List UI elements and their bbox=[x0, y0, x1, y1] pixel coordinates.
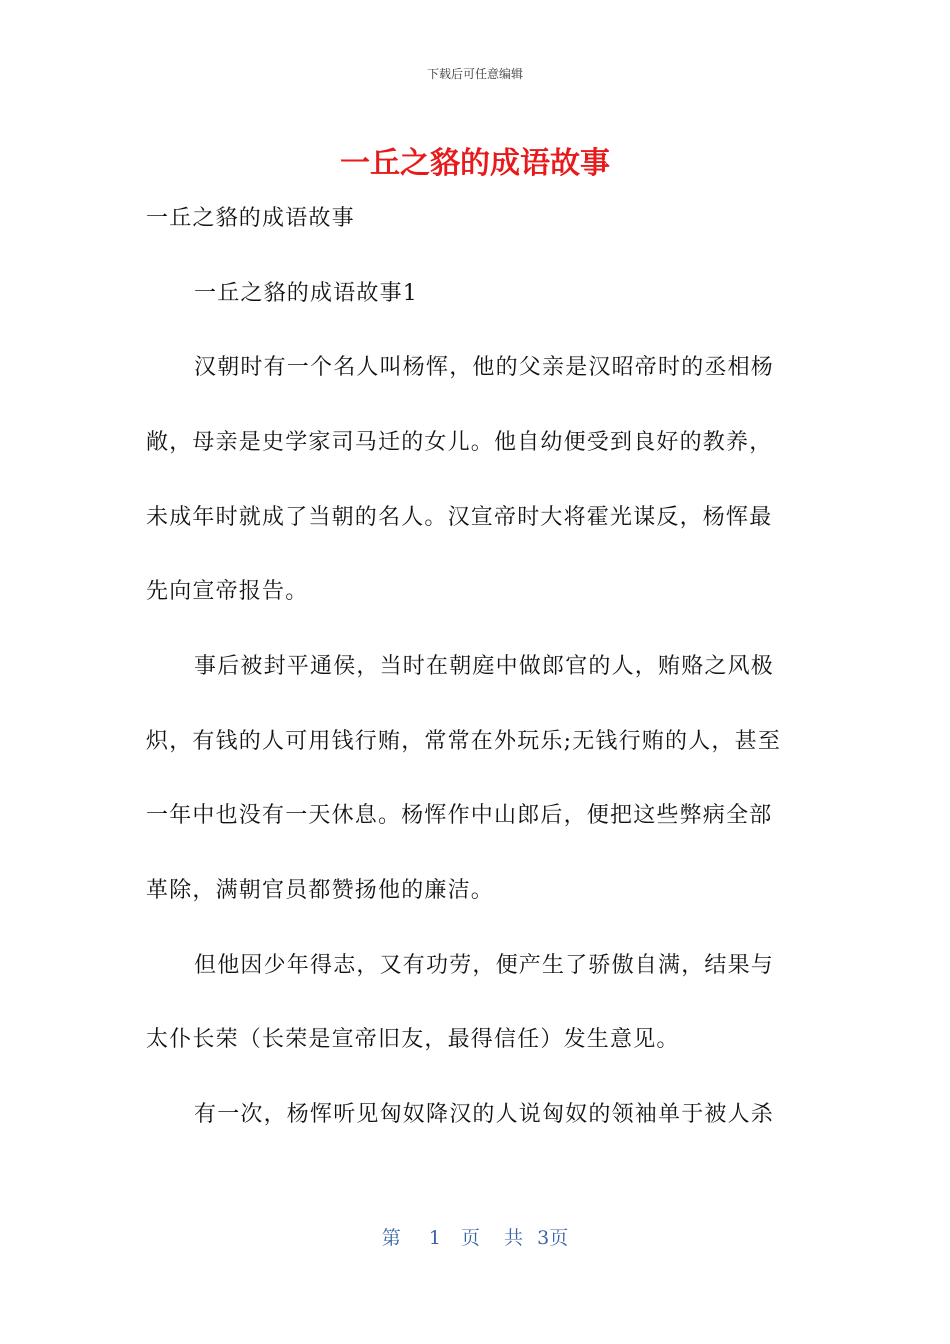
page-prefix: 第 bbox=[381, 1227, 401, 1249]
page-number: 1 bbox=[428, 1227, 441, 1249]
document-body bbox=[146, 0, 806, 1200]
total-pages: 3页 bbox=[537, 1227, 569, 1249]
paragraph-1-line-4: 先向宣帝报告。 bbox=[146, 579, 309, 604]
paragraph-1-line-2: 敞，母亲是史学家司马迁的女儿。他自幼便受到良好的教养， bbox=[146, 430, 773, 455]
paragraph-3-line-1: 但他因少年得志，又有功劳，便产生了骄傲自满，结果与 bbox=[194, 953, 775, 978]
paragraph-1-line-3: 未成年时就成了当朝的名人。汉宣帝时大将霍光谋反，杨恽最 bbox=[146, 505, 773, 530]
subtitle-line: 一丘之貉的成语故事 bbox=[146, 206, 355, 231]
paragraph-3-line-2: 太仆长荣（长荣是宣帝旧友，最得信任）发生意见。 bbox=[146, 1027, 680, 1052]
paragraph-2-line-4: 革除，满朝官员都赞扬他的廉洁。 bbox=[146, 878, 495, 903]
paragraph-2-line-3: 一年中也没有一天休息。杨恽作中山郎后，便把这些弊病全部 bbox=[146, 803, 773, 828]
paragraph-4-line-1: 有一次，杨恽听见匈奴降汉的人说匈奴的领袖单于被人杀 bbox=[194, 1102, 775, 1127]
section-heading: 一丘之貉的成语故事1 bbox=[194, 281, 418, 306]
header-note: 下载后可任意编辑 bbox=[426, 67, 523, 81]
paragraph-2-line-2: 炽，有钱的人可用钱行贿，常常在外玩乐;无钱行贿的人，甚至 bbox=[146, 729, 782, 754]
paragraph-2-line-1: 事后被封平通侯，当时在朝庭中做郎官的人，贿赂之风极 bbox=[194, 654, 775, 679]
paragraph-1-line-1: 汉朝时有一个名人叫杨恽，他的父亲是汉昭帝时的丞相杨 bbox=[194, 355, 775, 380]
total-prefix: 共 bbox=[504, 1227, 524, 1249]
document-title: 一丘之貉的成语故事 bbox=[340, 146, 610, 181]
page-suffix: 页 bbox=[460, 1227, 480, 1249]
page-footer bbox=[0, 1224, 950, 1252]
